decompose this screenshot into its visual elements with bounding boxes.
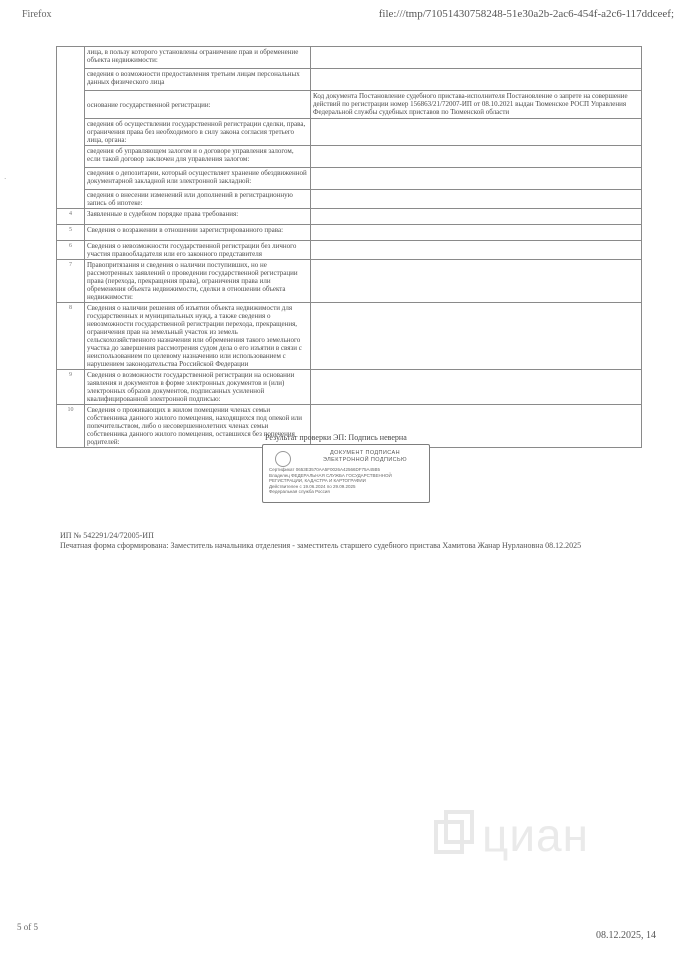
row-label: Заявленные в судебном порядке права требования:: [85, 209, 311, 225]
registry-table: [56, 46, 642, 448]
row-label: Сведения о проживающих в жилом помещении членах семьи собственника данного жилого помещения, находящихся под опекой или попечительством, либо о несовершеннолетних членах семьи собственника данного жилого помещения, оставшихся без попечения родителей:: [85, 405, 311, 448]
page-url: file:///tmp/71051430758248-51e30a2b-2ac6-454f-a2c6-117ddceef;: [378, 8, 674, 20]
table-row: [57, 225, 642, 241]
row-number: 9: [57, 370, 85, 405]
row-value: [311, 69, 642, 91]
row-number-cell: [57, 47, 85, 209]
margin-mark: ·: [4, 175, 7, 183]
stamp-details: [269, 467, 425, 495]
table-row: [57, 190, 642, 209]
page-counter: 5 of 5: [17, 922, 38, 932]
table-row: [57, 241, 642, 260]
stamp-line: РЕГИСТРАЦИИ, КАДАСТРА И КАРТОГРАФИИ: [269, 478, 366, 483]
row-label: лица, в пользу которого установлены ограничение прав и обременение объекта недвижимости:: [85, 47, 311, 69]
row-label: сведения о внесении изменений или дополнений в регистрационную запись об ипотеке:: [85, 190, 311, 209]
table-row: [57, 69, 642, 91]
stamp-line: Федеральная служба Россия: [269, 489, 330, 494]
stamp-line: Сертификат 0653E3570AA5F0026A42566DF75A45B5: [269, 467, 381, 472]
table-row: [57, 370, 642, 405]
row-value: [311, 168, 642, 190]
table-row: [57, 91, 642, 119]
row-number: 7: [57, 260, 85, 303]
watermark-text: циан: [482, 809, 590, 861]
row-value: [311, 303, 642, 370]
row-label: сведения о депозитарии, который осуществляет хранение обездвиженной документарной закладной или электронной закладной:: [85, 168, 311, 190]
table-row: [57, 146, 642, 168]
signature-check-result: Результат проверки ЭП: Подпись неверна: [265, 433, 407, 442]
table-row: [57, 303, 642, 370]
row-number: 5: [57, 225, 85, 241]
row-value: [311, 225, 642, 241]
row-label: сведения об управляющем залогом и о договоре управления залогом, если такой договор заключен для управления залогом:: [85, 146, 311, 168]
row-label: сведения о возможности предоставления третьим лицам персональных данных физического лица: [85, 69, 311, 91]
table-row: [57, 168, 642, 190]
table-row: [57, 47, 642, 69]
row-number: 6: [57, 241, 85, 260]
row-number: 8: [57, 303, 85, 370]
row-value: Код документа Постановление судебного пристава-исполнителя Постановление о запрете на совершение действий по регистрации номер 156863/21/72007-ИП от 08.10.2021 выдан Тюменское РОСП Управления Федеральной службы судебных приставов по Тюменской области: [311, 91, 642, 119]
row-value: [311, 146, 642, 168]
row-label: Сведения о возможности государственной регистрации на основании заявления и документов в форме электронных документов и (или) электронных образов документов, подписанных усиленной квалифицированной электронной подписью:: [85, 370, 311, 405]
row-value: [311, 241, 642, 260]
row-label: основание государственной регистрации:: [85, 91, 311, 119]
cian-logo-icon: [432, 808, 476, 856]
row-value: [311, 190, 642, 209]
row-value: [311, 370, 642, 405]
stamp-line: Владелец ФЕДЕРАЛЬНАЯ СЛУЖБА ГОСУДАРСТВЕННОЙ: [269, 472, 392, 478]
row-number: 4: [57, 209, 85, 225]
stamp-line: Действителен с 19.06.2024 по 29.09.2025: [269, 483, 356, 489]
row-label: сведения об осуществлении государственной регистрации сделки, права, ограничения права без необходимого в силу закона согласия третьего лица, органа:: [85, 119, 311, 146]
table-row: [57, 119, 642, 146]
row-label: Сведения о невозможности государственной регистрации без личного участия правообладателя или его законного представителя: [85, 241, 311, 260]
row-label: Правопритязания и сведения о наличии поступивших, но не рассмотренных заявлений о проведении государственной регистрации права (перехода, прекращения права), ограничения права или обременения объекта недвижимости, сделки в отношении объекта недвижимости:: [85, 260, 311, 303]
print-date: 08.12.2025, 14: [596, 930, 656, 941]
row-value: [311, 119, 642, 146]
table-row: [57, 209, 642, 225]
row-value: [311, 260, 642, 303]
row-number: 10: [57, 405, 85, 448]
row-value: [311, 47, 642, 69]
stamp-title: ДОКУМЕНТ ПОДПИСАН ЭЛЕКТРОННОЙ ПОДПИСЬЮ: [322, 450, 408, 463]
row-label: Сведения о возражении в отношении зарегистрированного права:: [85, 225, 311, 241]
browser-name: Firefox: [22, 9, 52, 20]
printed-form-note: Печатная форма сформирована: Заместитель начальника отделения - заместитель старшего судебного пристава Хамитова Жанар Нурлановна 08.12.2025: [60, 541, 582, 550]
table-row: [57, 260, 642, 303]
e-signature-stamp: [262, 444, 430, 503]
emblem-icon: [275, 451, 291, 467]
row-value: [311, 209, 642, 225]
row-label: Сведения о наличии решения об изъятии объекта недвижимости для государственных и муниципальных нужд, а также сведения о невозможности государственной регистрации перехода, прекращения, ограничения прав на земельный участок из земель сельскохозяйственного назначения или обременения такого земельного участка до завершения рассмотрения судом дела о его изъятии в связи с неиспользованием по целевому назначению или использованием с нарушением законодательства Российской Федерации: [85, 303, 311, 370]
enforcement-case-number: ИП № 542291/24/72005-ИП: [60, 531, 154, 540]
